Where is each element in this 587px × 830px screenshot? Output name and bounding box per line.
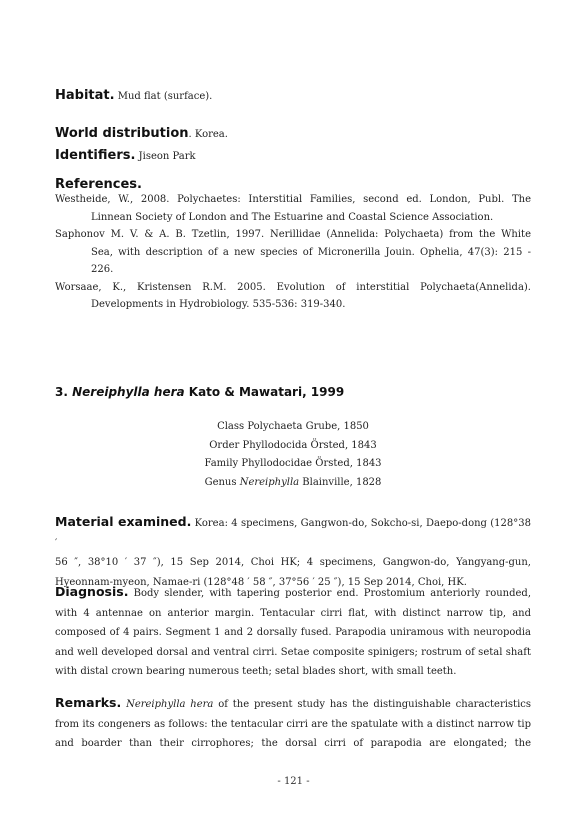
reference-line: 226. bbox=[91, 264, 114, 275]
reference-line: Sea, with description of a new species of Micronerilla Jouin. Ophelia, 47(3): 215 - bbox=[91, 246, 531, 258]
page-number: - 121 - bbox=[277, 776, 310, 787]
taxonomy-order: Order Phyllodocida Örsted, 1843 bbox=[209, 439, 377, 451]
identifiers-label: Identifiers. bbox=[55, 148, 136, 163]
material-text: Korea: 4 specimens, Gangwon-do, Sokcho-si, Daepo-dong (128°38 ′ bbox=[55, 518, 531, 549]
habitat-line bbox=[55, 84, 531, 103]
taxonomy-family: Family Phyllodocidae Örsted, 1843 bbox=[204, 458, 382, 469]
species-authority: Kato & Mawatari, 1999 bbox=[184, 385, 345, 399]
references-list bbox=[55, 191, 531, 314]
world-distribution-label: World distribution bbox=[55, 126, 189, 141]
reference-line: Saphonov M. V. & A. B. Tzetlin, 1997. Nerillidae (Annelida: Polychaeta) from the White bbox=[55, 229, 531, 240]
habitat-label: Habitat. bbox=[55, 88, 115, 103]
references-heading: References. bbox=[55, 177, 142, 192]
material-text: Hyeonnam-myeon, Namae-ri (128°48 ′ 58 ″, 37°56 ′ 25 ″), 15 Sep 2014, Choi, HK. bbox=[55, 576, 467, 588]
species-number: 3. bbox=[55, 385, 73, 399]
taxonomy-class: Class Polychaeta Grube, 1850 bbox=[217, 421, 369, 432]
reference-entry bbox=[55, 191, 531, 226]
material-text: 56 ″, 38°10 ′ 37 ″), 15 Sep 2014, Choi HK; 4 specimens, Gangwon-do, Yangyang-gun, bbox=[55, 557, 531, 568]
reference-line: Linnean Society of London and The Estuarine and Coastal Science Association. bbox=[91, 211, 494, 223]
remarks bbox=[55, 693, 531, 754]
reference-line: Worsaae, K., Kristensen R.M. 2005. Evolution of interstitial Polychaeta(Annelida). bbox=[55, 281, 531, 293]
world-distribution-value: . Korea. bbox=[188, 129, 228, 140]
reference-entry bbox=[55, 279, 531, 314]
diagnosis bbox=[55, 582, 531, 682]
remarks-label: Remarks. bbox=[55, 695, 122, 710]
genus-name: Nereiphylla bbox=[239, 476, 300, 488]
identifiers-line bbox=[55, 144, 531, 163]
remarks-species: Nereiphylla hera bbox=[126, 699, 214, 710]
diagnosis-label: Diagnosis. bbox=[55, 584, 129, 599]
species-name: Nereiphylla hera bbox=[72, 385, 185, 399]
material-label: Material examined. bbox=[55, 514, 192, 529]
taxonomy-genus: Genus Nereiphylla Blainville, 1828 bbox=[204, 476, 382, 488]
habitat-value: Mud flat (surface). bbox=[114, 91, 213, 102]
species-heading bbox=[55, 381, 531, 400]
world-distribution-line bbox=[55, 122, 531, 141]
material-examined bbox=[55, 512, 531, 592]
reference-line: Developments in Hydrobiology. 535-536: 319-340. bbox=[91, 299, 346, 310]
reference-line: Westheide, W., 2008. Polychaetes: Interstitial Families, second ed. London, Publ. The bbox=[55, 194, 531, 205]
diagnosis-text: Body slender, with tapering posterior end. Prostomium anteriorly rounded, with 4 antennae on anterior margin. Tentacular cirri flat, with distinct narrow tip, and composed of 4 pairs. Segment 1 and 2 dorsally fused. Parapodia uniramous with neuropodia and well developed dorsal and ventral cirri. Setae composite spinigers; rostrum of setal shaft with distal crown bearing numerous teeth; setal blades short, with small teeth. bbox=[55, 588, 531, 677]
reference-entry bbox=[55, 226, 531, 279]
remarks-text: of the present study has the distinguishable characteristics from its congeners as follows: the tentacular cirri are the spatulate with a distinct narrow tip and boarder than their cirrophores; the dorsal cirri of parapodia are elongated; the bbox=[55, 699, 532, 749]
identifiers-value: Jiseon Park bbox=[135, 151, 196, 162]
taxonomy-block bbox=[55, 418, 531, 492]
